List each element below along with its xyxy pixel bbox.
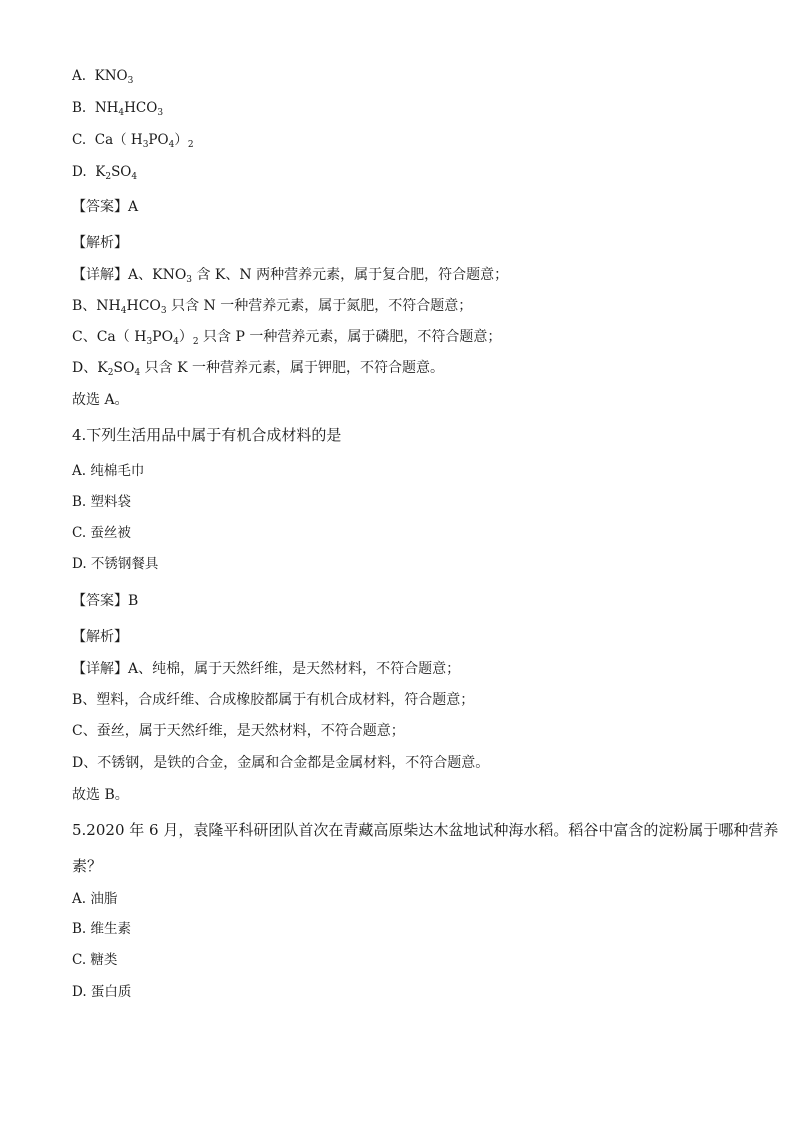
q4-question: 4.下列生活用品中属于有机合成材料的是 (72, 426, 342, 444)
q3-detail-line-2: B、$NH_4HCO_3$ 只含 N 一种营养元素，属于氮肥，不符合题意； (72, 298, 473, 316)
q5-question-line-1: 5.2020 年 6 月，袁隆平科研团队首次在青藏高原柴达木盆地试种海水稻。稻谷中富含的淀粉属于哪种营养 (72, 821, 779, 839)
q5-option-c: C. 糖类 (72, 952, 118, 968)
q4-detail-line-1: 【详解】A、纯棉，属于天然纤维，是天然材料，不符合题意； (72, 661, 461, 677)
q3-detail-line-1: 【详解】A、$KNO_3$ 含 K、N 两种营养元素，属于复合肥，符合题意； (72, 267, 509, 285)
q4-option-b: B. 塑料袋 (72, 494, 132, 510)
q3-option-b: B. $NH_4HCO_3$ (72, 100, 164, 118)
q3-detail-line-3: C、Ca（ $H_3PO_4)_2$ 只含 P 一种营养元素，属于磷肥，不符合题意； (72, 329, 502, 347)
q4-option-a: A. 纯棉毛巾 (72, 463, 145, 479)
q4-detail-line-2: B、塑料，合成纤维、合成橡胶都属于有机合成材料，符合题意； (72, 692, 475, 708)
q3-answer: 【答案】A (72, 199, 139, 215)
q4-detail-line-4: D、不锈钢，是铁的合金，金属和合金都是金属材料，不符合题意。 (72, 755, 490, 771)
q4-option-d: D. 不锈钢餐具 (72, 556, 159, 572)
q3-analysis-title: 【解析】 (72, 235, 128, 251)
q5-option-b: B. 维生素 (72, 921, 132, 937)
q3-conclusion: 故选 A。 (72, 392, 129, 408)
q3-option-d: D. $K_2SO_4$ (72, 164, 138, 182)
q3-option-c: C. Ca（ $H_3PO_4)_2$ (72, 132, 194, 150)
q4-option-c: C. 蚕丝被 (72, 525, 131, 541)
q5-option-d: D. 蛋白质 (72, 984, 132, 1000)
q4-analysis-title: 【解析】 (72, 629, 128, 645)
q4-answer: 【答案】B (72, 593, 139, 609)
q3-option-a: A. $KNO_3$ (72, 68, 134, 86)
q4-conclusion: 故选 B。 (72, 787, 129, 803)
q5-question-line-2: 素？ (72, 857, 103, 875)
q3-detail-line-4: D、$K_2SO_4$ 只含 K 一种营养元素，属于钾肥，不符合题意。 (72, 360, 445, 378)
q4-detail-line-3: C、蚕丝，属于天然纤维，是天然材料，不符合题意； (72, 723, 405, 739)
q5-option-a: A. 油脂 (72, 891, 118, 907)
